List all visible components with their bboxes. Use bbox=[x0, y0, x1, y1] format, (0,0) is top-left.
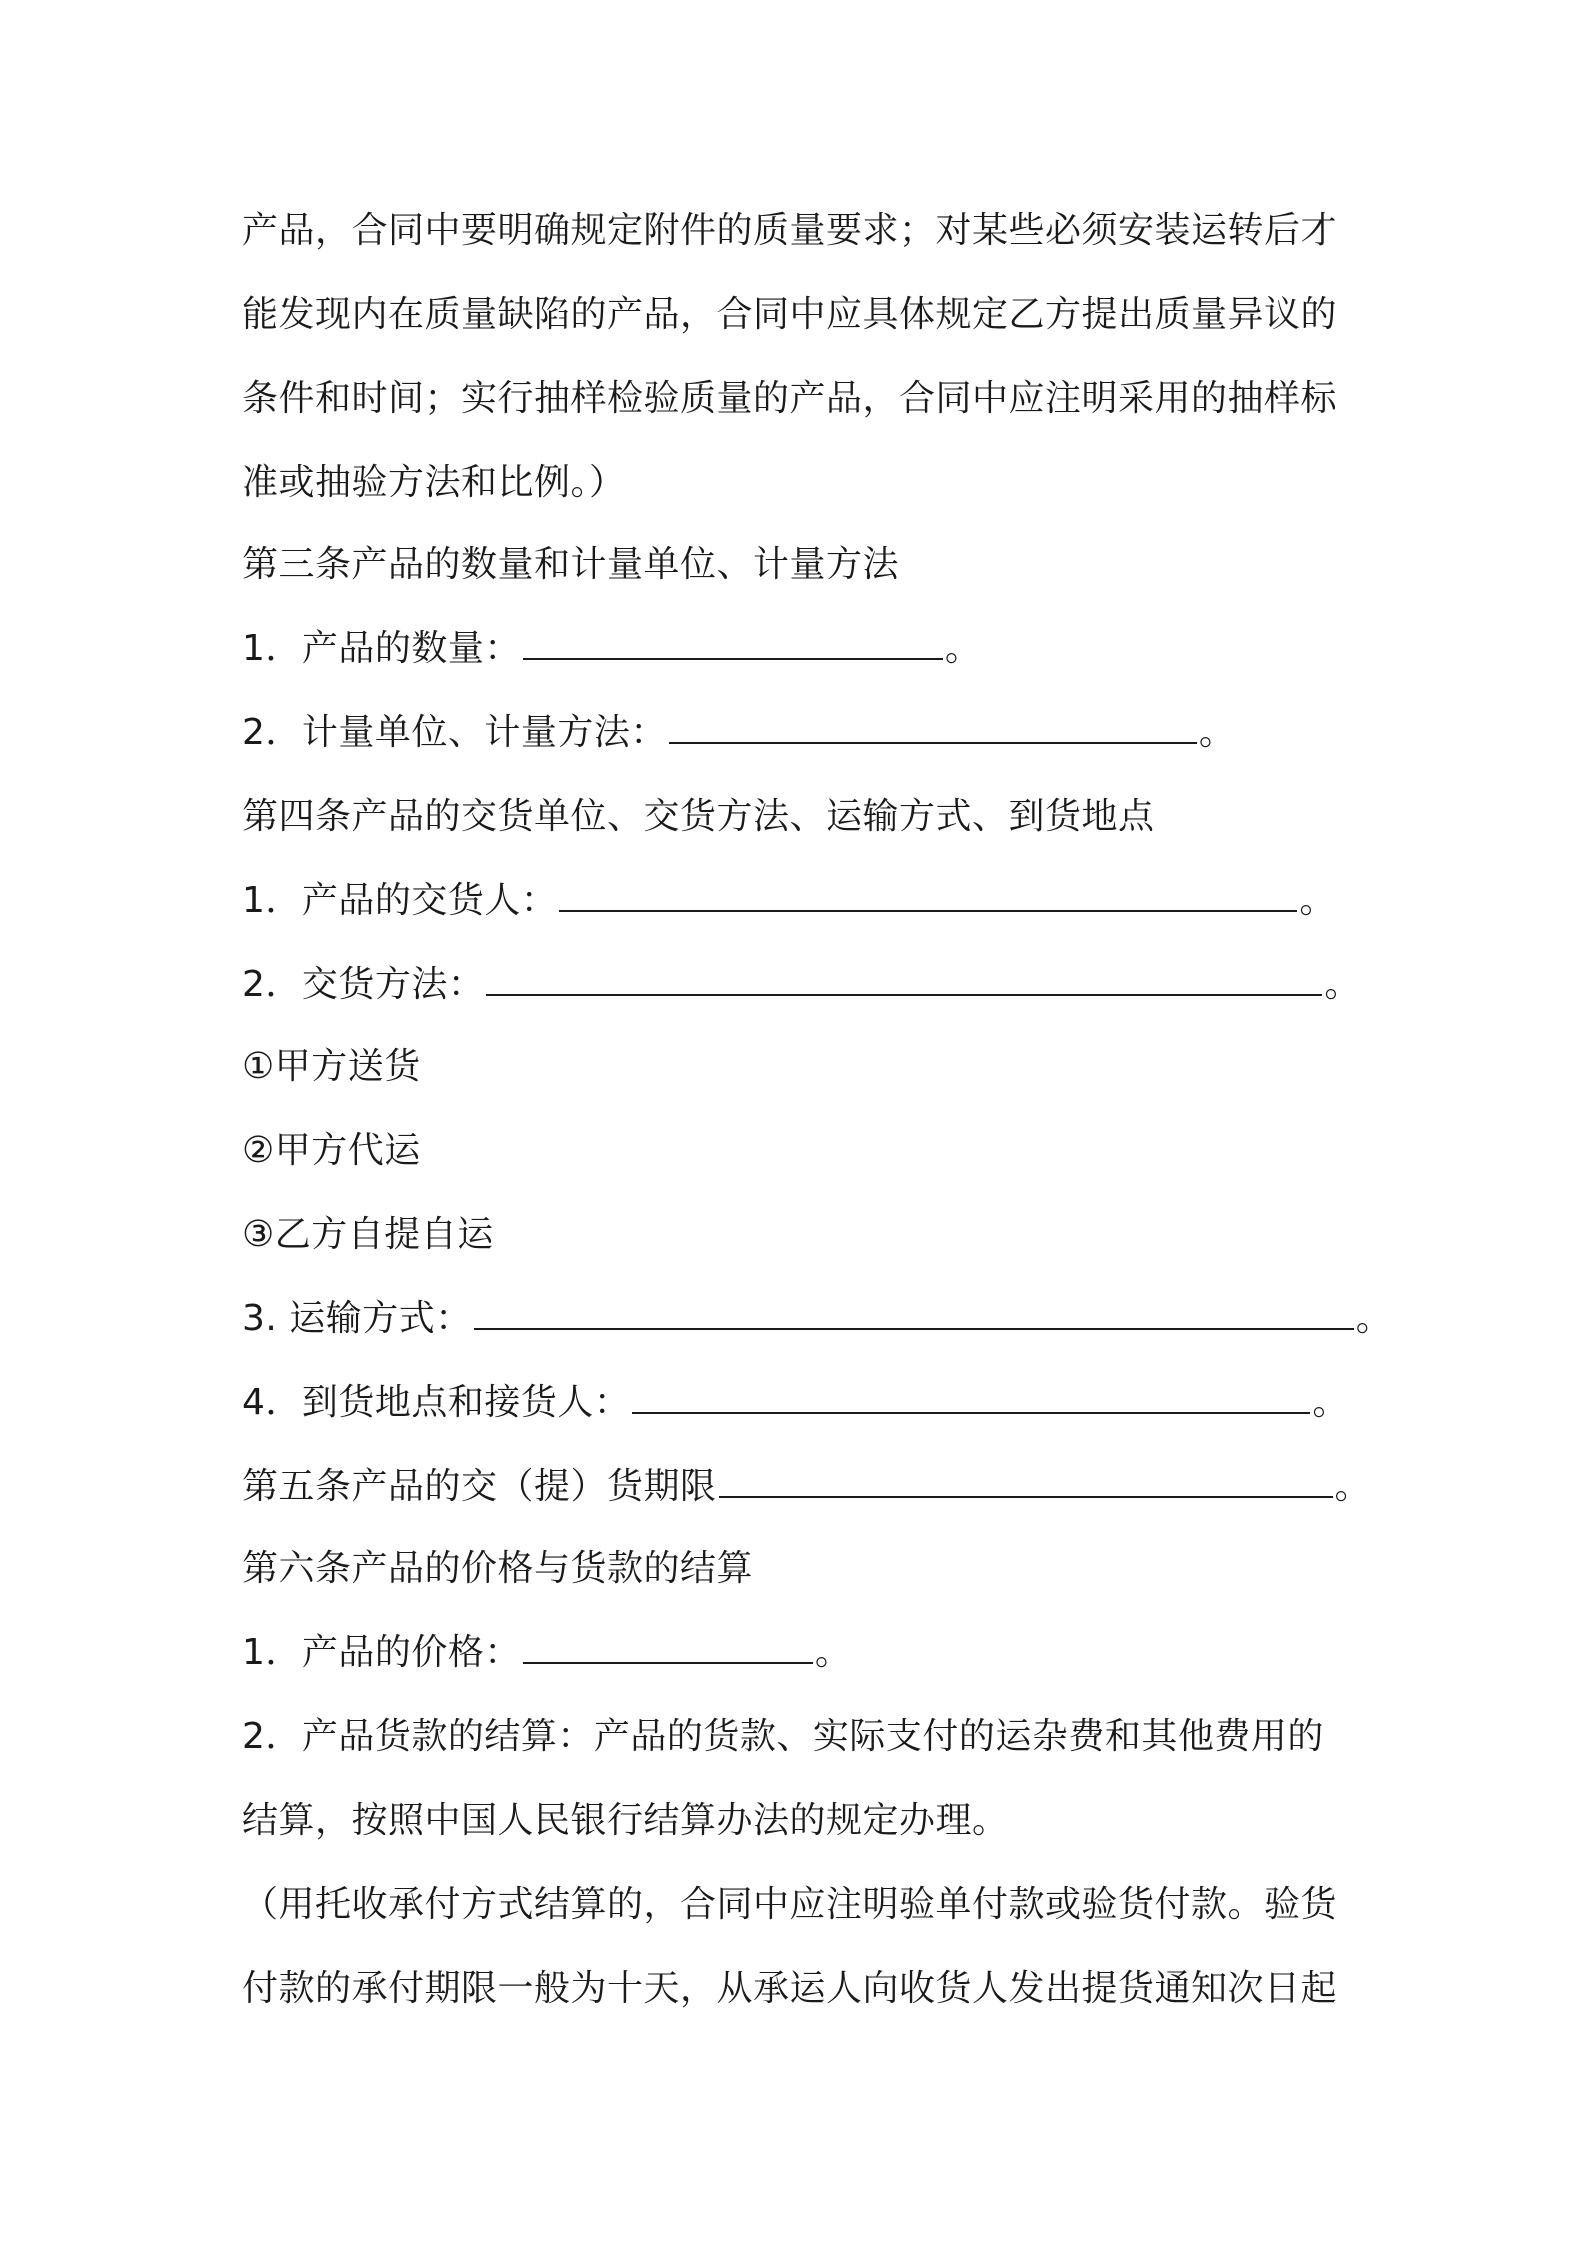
blank-field[interactable] bbox=[559, 880, 1297, 912]
article-heading bbox=[242, 542, 1362, 588]
article-heading bbox=[242, 794, 1362, 840]
option-text: ①甲方送货 bbox=[242, 1046, 421, 1087]
option-item bbox=[242, 1044, 1362, 1090]
field-label: 2．交货方法： bbox=[242, 964, 485, 1005]
paragraph-line bbox=[242, 1966, 1362, 2012]
blank-field[interactable] bbox=[669, 712, 1197, 744]
paragraph-line bbox=[242, 1714, 1362, 1760]
field-label: 2．计量单位、计量方法： bbox=[242, 712, 667, 753]
form-line bbox=[242, 626, 1362, 672]
field-label: 4．到货地点和接货人： bbox=[242, 1382, 631, 1423]
line-text: 产品，合同中要明确规定附件的质量要求；对某些必须安装运转后才 bbox=[242, 210, 1338, 251]
field-label: 第五条产品的交（提）货期限 bbox=[242, 1466, 717, 1507]
field-suffix: 。 bbox=[1324, 964, 1361, 1005]
heading-text: 第六条产品的价格与货款的结算 bbox=[242, 1548, 754, 1589]
field-suffix: 。 bbox=[814, 1632, 852, 1673]
form-line bbox=[242, 1380, 1362, 1426]
field-suffix: 。 bbox=[1198, 712, 1236, 753]
line-text: 能发现内在质量缺陷的产品，合同中应具体规定乙方提出质量异议的 bbox=[242, 294, 1338, 335]
form-line bbox=[242, 1296, 1393, 1342]
paragraph-line bbox=[242, 376, 1362, 422]
form-line bbox=[242, 710, 1362, 756]
option-text: ③乙方自提自运 bbox=[242, 1214, 494, 1255]
field-suffix: 。 bbox=[944, 628, 982, 669]
field-label: 1．产品的数量： bbox=[242, 628, 521, 669]
paragraph-line bbox=[242, 292, 1362, 338]
paragraph-line bbox=[242, 208, 1362, 254]
field-suffix: 。 bbox=[1334, 1466, 1372, 1507]
field-label: 3. 运输方式： bbox=[242, 1298, 472, 1339]
field-suffix: 。 bbox=[1299, 880, 1336, 921]
field-label: 1．产品的价格： bbox=[242, 1632, 521, 1673]
line-text: 2．产品货款的结算：产品的货款、实际支付的运杂费和其他费用的 bbox=[242, 1716, 1324, 1757]
line-text: 条件和时间；实行抽样检验质量的产品，合同中应注明采用的抽样标 bbox=[242, 378, 1338, 419]
field-suffix: 。 bbox=[1355, 1298, 1393, 1339]
article-heading bbox=[242, 1546, 1362, 1592]
blank-field[interactable] bbox=[523, 628, 943, 660]
blank-field[interactable] bbox=[523, 1632, 813, 1664]
field-label: 1．产品的交货人： bbox=[242, 880, 558, 921]
blank-field[interactable] bbox=[474, 1298, 1354, 1330]
line-text: （用托收承付方式结算的，合同中应注明验单付款或验货付款。验货 bbox=[242, 1884, 1338, 1925]
paragraph-line bbox=[242, 460, 1362, 506]
form-line bbox=[242, 1464, 1372, 1510]
line-text: 付款的承付期限一般为十天，从承运人向收货人发出提货通知次日起 bbox=[242, 1968, 1338, 2009]
heading-text: 第四条产品的交货单位、交货方法、运输方式、到货地点 bbox=[242, 796, 1155, 837]
blank-field[interactable] bbox=[719, 1466, 1333, 1498]
blank-field[interactable] bbox=[486, 964, 1322, 996]
option-text: ②甲方代运 bbox=[242, 1130, 421, 1171]
field-suffix: 。 bbox=[1312, 1382, 1349, 1423]
paragraph-line bbox=[242, 1798, 1362, 1844]
line-text: 准或抽验方法和比例。） bbox=[242, 462, 626, 503]
blank-field[interactable] bbox=[632, 1382, 1310, 1414]
heading-text: 第三条产品的数量和计量单位、计量方法 bbox=[242, 544, 900, 585]
line-text: 结算，按照中国人民银行结算办法的规定办理。 bbox=[242, 1800, 1009, 1841]
option-item bbox=[242, 1128, 1362, 1174]
option-item bbox=[242, 1212, 1362, 1258]
paragraph-line bbox=[242, 1882, 1362, 1928]
form-line bbox=[242, 1630, 1362, 1676]
form-line bbox=[242, 878, 1362, 924]
form-line bbox=[242, 962, 1362, 1008]
